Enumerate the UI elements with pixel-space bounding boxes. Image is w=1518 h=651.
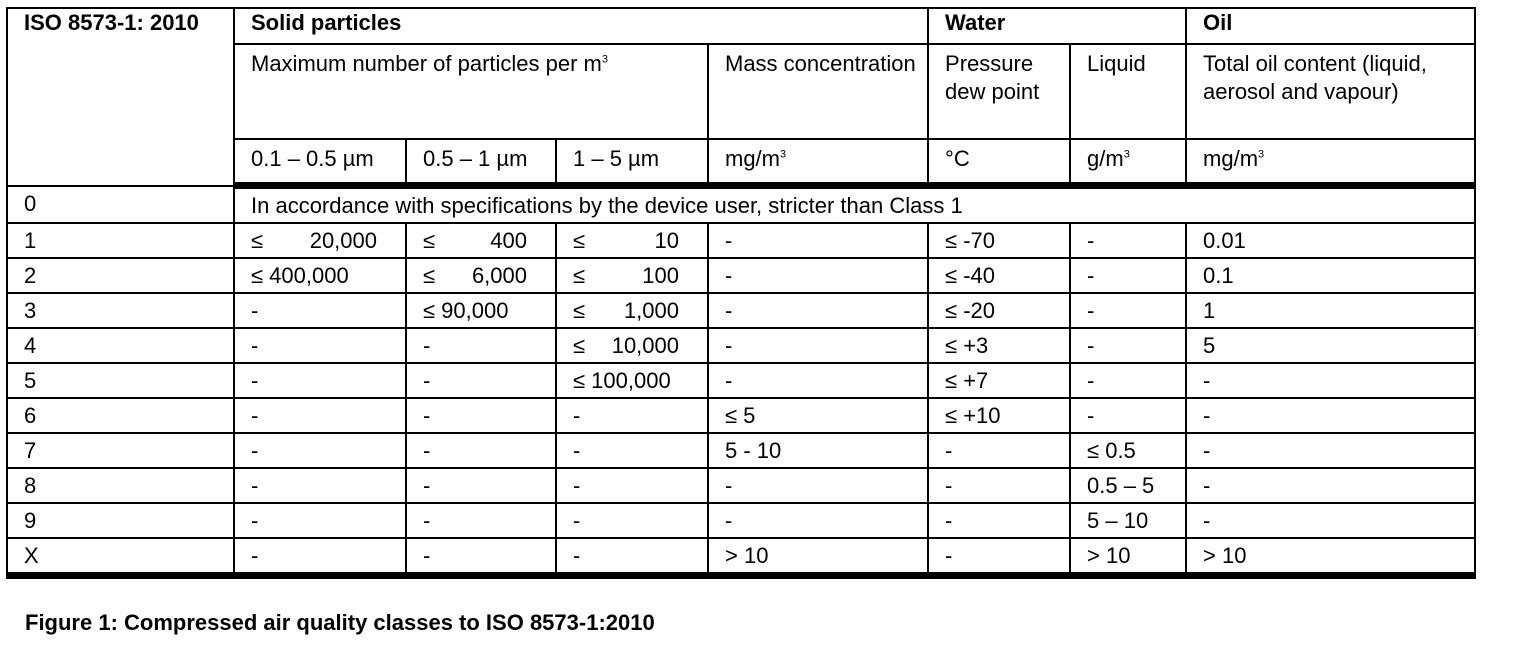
- particles-0-1-0-5-cell-symbol: ≤: [251, 227, 264, 253]
- class-label: 4: [7, 328, 234, 363]
- particles-0-5-1-cell: [406, 258, 556, 293]
- particles-0-5-1-cell: [406, 433, 556, 468]
- particles-1-5-cell-value: 10: [654, 227, 679, 253]
- particles-1-5-cell: [556, 538, 708, 576]
- particles-1-5-cell-content: [573, 472, 707, 500]
- particles-1-5-cell: [556, 363, 708, 398]
- particles-1-5-cell-value: 100: [642, 262, 679, 288]
- particles-0-1-0-5-cell: [234, 433, 406, 468]
- particles-0-1-0-5-cell-symbol: -: [251, 507, 259, 533]
- max-particles-text: Maximum number of particles per m: [251, 51, 602, 76]
- unit-mass: [708, 139, 928, 186]
- particles-1-5-cell: [556, 258, 708, 293]
- particles-0-1-0-5-cell-symbol: -: [251, 332, 259, 358]
- particles-1-5-cell-symbol: -: [573, 542, 581, 568]
- particles-1-5-cell-symbol: ≤: [573, 297, 586, 323]
- particles-1-5-cell-symbol: -: [573, 472, 581, 498]
- particles-0-5-1-cell: [406, 293, 556, 328]
- particles-1-5-cell: [556, 223, 708, 258]
- particles-0-5-1-cell: [406, 468, 556, 503]
- table-row: [7, 538, 1475, 576]
- pressure-dew-point-cell: ≤ +7: [928, 363, 1070, 398]
- particles-0-5-1-cell-content: [423, 227, 555, 255]
- particles-0-5-1-cell: [406, 363, 556, 398]
- particles-0-1-0-5-cell-content: [251, 332, 405, 360]
- particles-1-5-cell: [556, 328, 708, 363]
- mass-concentration-cell: -: [708, 223, 928, 258]
- particles-0-1-0-5-cell-content: [251, 472, 405, 500]
- particles-0-1-0-5-cell: [234, 328, 406, 363]
- mass-concentration-header: Mass concentration: [708, 44, 928, 139]
- class-label: 6: [7, 398, 234, 433]
- max-particles-header: [234, 44, 708, 139]
- pressure-dew-point-cell: ≤ -20: [928, 293, 1070, 328]
- air-quality-table: [6, 7, 1476, 579]
- total-oil-cell: > 10: [1186, 538, 1475, 576]
- mass-concentration-cell: -: [708, 293, 928, 328]
- liquid-cell: ≤ 0.5: [1070, 433, 1186, 468]
- particles-0-1-0-5-cell-content: [251, 542, 405, 570]
- unit-p3: 1 – 5 µm: [556, 139, 708, 186]
- particles-0-1-0-5-cell: [234, 293, 406, 328]
- total-oil-cell: 5: [1186, 328, 1475, 363]
- table-row: [7, 433, 1475, 468]
- solid-particles-header: Solid particles: [234, 8, 928, 44]
- particles-0-5-1-cell-content: [423, 542, 555, 570]
- particles-0-1-0-5-cell-symbol: -: [251, 542, 259, 568]
- pressure-dew-point-cell: ≤ +3: [928, 328, 1070, 363]
- class-label: 3: [7, 293, 234, 328]
- particles-0-5-1-cell: [406, 503, 556, 538]
- particles-0-5-1-cell: [406, 398, 556, 433]
- unit-oil-superscript: 3: [1258, 148, 1265, 161]
- class-label: 2: [7, 258, 234, 293]
- table-row: [7, 468, 1475, 503]
- particles-0-5-1-cell-symbol: -: [423, 507, 431, 533]
- total-oil-cell: -: [1186, 398, 1475, 433]
- pressure-dew-point-cell: -: [928, 468, 1070, 503]
- unit-mass-superscript: 3: [780, 148, 787, 161]
- group-header-row: [7, 8, 1475, 44]
- mass-concentration-cell: 5 - 10: [708, 433, 928, 468]
- table-row: [7, 223, 1475, 258]
- total-oil-cell: -: [1186, 363, 1475, 398]
- particles-0-5-1-cell-symbol: -: [423, 332, 431, 358]
- liquid-cell: 0.5 – 5: [1070, 468, 1186, 503]
- particles-0-5-1-cell: [406, 328, 556, 363]
- particles-0-1-0-5-cell-content: [251, 262, 405, 290]
- unit-dew: °C: [928, 139, 1070, 186]
- particles-0-5-1-cell-symbol: -: [423, 402, 431, 428]
- particles-0-1-0-5-cell-symbol: -: [251, 472, 259, 498]
- mass-concentration-cell: ≤ 5: [708, 398, 928, 433]
- particles-0-1-0-5-cell-content: [251, 507, 405, 535]
- particles-1-5-cell-value: 1,000: [623, 297, 679, 323]
- liquid-cell: -: [1070, 328, 1186, 363]
- pressure-dew-point-cell: -: [928, 433, 1070, 468]
- particles-0-1-0-5-cell: [234, 538, 406, 576]
- pressure-dew-point-cell: -: [928, 503, 1070, 538]
- unit-oil: [1186, 139, 1475, 186]
- class-label: 5: [7, 363, 234, 398]
- particles-1-5-cell-content: [573, 507, 707, 535]
- particles-0-1-0-5-cell-symbol: ≤ 400,000: [251, 262, 349, 288]
- liquid-cell: -: [1070, 293, 1186, 328]
- particles-0-5-1-cell-content: [423, 472, 555, 500]
- total-oil-cell: 1: [1186, 293, 1475, 328]
- particles-1-5-cell-content: [573, 262, 707, 290]
- liquid-cell: -: [1070, 398, 1186, 433]
- particles-1-5-cell-symbol: ≤: [573, 332, 586, 358]
- liquid-header: Liquid: [1070, 44, 1186, 139]
- particles-0-1-0-5-cell-value: 20,000: [309, 227, 377, 253]
- particles-1-5-cell: [556, 433, 708, 468]
- particles-0-5-1-cell-symbol: -: [423, 542, 431, 568]
- class-0-text: In accordance with specifications by the device user, stricter than Class 1: [234, 186, 1475, 224]
- class-label: 7: [7, 433, 234, 468]
- unit-p2: 0.5 – 1 µm: [406, 139, 556, 186]
- table-row: [7, 363, 1475, 398]
- particles-0-5-1-cell-value: 6,000: [471, 262, 527, 288]
- unit-oil-text: mg/m: [1203, 146, 1259, 171]
- particles-0-5-1-cell-content: [423, 332, 555, 360]
- oil-header: Oil: [1186, 8, 1475, 44]
- class-label: 9: [7, 503, 234, 538]
- particles-1-5-cell-content: [573, 227, 707, 255]
- particles-0-5-1-cell-content: [423, 437, 555, 465]
- unit-mass-text: mg/m: [725, 146, 780, 171]
- class-0-label: 0: [7, 186, 234, 224]
- particles-0-5-1-cell: [406, 538, 556, 576]
- pressure-dew-point-cell: ≤ -70: [928, 223, 1070, 258]
- particles-0-5-1-cell-content: [423, 507, 555, 535]
- particles-0-5-1-cell-value: 400: [490, 227, 527, 253]
- particles-0-5-1-cell: [406, 223, 556, 258]
- mass-concentration-cell: -: [708, 258, 928, 293]
- particles-0-1-0-5-cell-content: [251, 402, 405, 430]
- particles-0-5-1-cell-symbol: -: [423, 472, 431, 498]
- particles-0-5-1-cell-content: [423, 297, 555, 325]
- particles-1-5-cell: [556, 293, 708, 328]
- mass-concentration-cell: > 10: [708, 538, 928, 576]
- particles-0-5-1-cell-content: [423, 262, 555, 290]
- particles-0-1-0-5-cell: [234, 398, 406, 433]
- particles-0-5-1-cell-symbol: ≤ 90,000: [423, 297, 509, 323]
- particles-0-1-0-5-cell-symbol: -: [251, 297, 259, 323]
- water-header: Water: [928, 8, 1186, 44]
- total-oil-cell: 0.01: [1186, 223, 1475, 258]
- unit-liquid: [1070, 139, 1186, 186]
- pressure-dew-point-header: Pressure dew point: [928, 44, 1070, 139]
- particles-1-5-cell-content: [573, 542, 707, 570]
- class-label: X: [7, 538, 234, 576]
- particles-0-5-1-cell-symbol: ≤: [423, 262, 436, 288]
- corner-label: ISO 8573-1: 2010: [7, 8, 234, 186]
- mass-concentration-cell: -: [708, 363, 928, 398]
- liquid-cell: -: [1070, 258, 1186, 293]
- particles-0-1-0-5-cell: [234, 468, 406, 503]
- pressure-dew-point-cell: -: [928, 538, 1070, 576]
- total-oil-cell: 0.1: [1186, 258, 1475, 293]
- particles-0-1-0-5-cell: [234, 223, 406, 258]
- unit-liquid-text: g/m: [1087, 146, 1124, 171]
- unit-p1: 0.1 – 0.5 µm: [234, 139, 406, 186]
- particles-1-5-cell: [556, 503, 708, 538]
- particles-1-5-cell-content: [573, 367, 707, 395]
- particles-0-1-0-5-cell-symbol: -: [251, 402, 259, 428]
- class-label: 1: [7, 223, 234, 258]
- particles-1-5-cell-content: [573, 332, 707, 360]
- particles-1-5-cell-symbol: -: [573, 507, 581, 533]
- particles-0-5-1-cell-content: [423, 402, 555, 430]
- table-row: [7, 293, 1475, 328]
- table-row: [7, 503, 1475, 538]
- particles-0-5-1-cell-content: [423, 367, 555, 395]
- particles-0-1-0-5-cell-content: [251, 437, 405, 465]
- table-row: [7, 328, 1475, 363]
- particles-1-5-cell-symbol: -: [573, 437, 581, 463]
- particles-0-1-0-5-cell-content: [251, 227, 405, 255]
- pressure-dew-point-cell: ≤ -40: [928, 258, 1070, 293]
- pressure-dew-point-cell: ≤ +10: [928, 398, 1070, 433]
- total-oil-cell: -: [1186, 468, 1475, 503]
- particles-1-5-cell-value: 10,000: [611, 332, 679, 358]
- liquid-cell: -: [1070, 223, 1186, 258]
- total-oil-header: Total oil content (liquid, aerosol and vapour): [1186, 44, 1475, 139]
- particles-1-5-cell-content: [573, 297, 707, 325]
- mass-concentration-cell: -: [708, 503, 928, 538]
- particles-0-1-0-5-cell: [234, 258, 406, 293]
- class-label: 8: [7, 468, 234, 503]
- total-oil-cell: -: [1186, 503, 1475, 538]
- particles-1-5-cell-symbol: -: [573, 402, 581, 428]
- table-row: [7, 398, 1475, 433]
- figure-caption: Figure 1: Compressed air quality classes to ISO 8573-1:2010: [25, 610, 655, 635]
- particles-0-1-0-5-cell-symbol: -: [251, 367, 259, 393]
- particles-1-5-cell-symbol: ≤ 100,000: [573, 367, 671, 393]
- particles-0-1-0-5-cell: [234, 363, 406, 398]
- particles-1-5-cell-content: [573, 437, 707, 465]
- table-row: [7, 258, 1475, 293]
- unit-liquid-superscript: 3: [1123, 148, 1130, 161]
- liquid-cell: -: [1070, 363, 1186, 398]
- particles-0-1-0-5-cell-content: [251, 367, 405, 395]
- liquid-cell: > 10: [1070, 538, 1186, 576]
- max-particles-superscript: 3: [601, 53, 609, 66]
- particles-1-5-cell-content: [573, 402, 707, 430]
- particles-0-1-0-5-cell-symbol: -: [251, 437, 259, 463]
- particles-1-5-cell-symbol: ≤: [573, 262, 586, 288]
- mass-concentration-cell: -: [708, 468, 928, 503]
- liquid-cell: 5 – 10: [1070, 503, 1186, 538]
- particles-1-5-cell-symbol: ≤: [573, 227, 586, 253]
- particles-0-1-0-5-cell-content: [251, 297, 405, 325]
- total-oil-cell: -: [1186, 433, 1475, 468]
- particles-0-5-1-cell-symbol: -: [423, 367, 431, 393]
- class-0-row: [7, 186, 1475, 224]
- particles-0-5-1-cell-symbol: -: [423, 437, 431, 463]
- particles-1-5-cell: [556, 398, 708, 433]
- particles-1-5-cell: [556, 468, 708, 503]
- mass-concentration-cell: -: [708, 328, 928, 363]
- particles-0-1-0-5-cell: [234, 503, 406, 538]
- particles-0-5-1-cell-symbol: ≤: [423, 227, 436, 253]
